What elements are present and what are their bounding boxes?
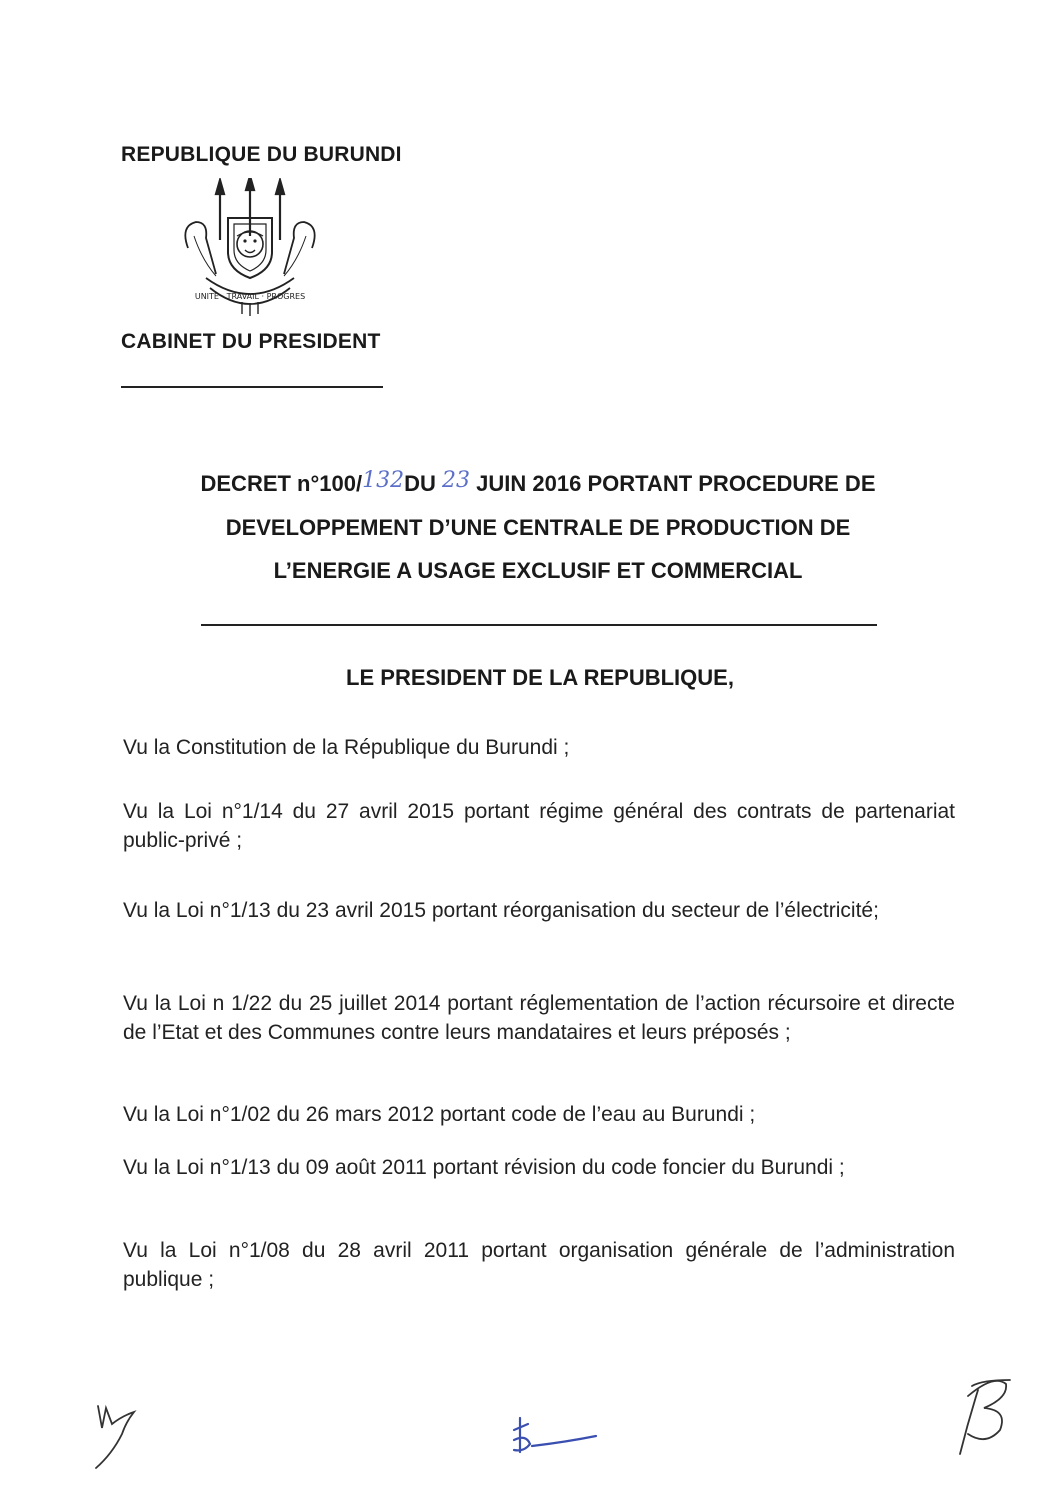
- decree-day-handwritten: 23: [442, 468, 471, 493]
- visa-paragraph: Vu la Loi n°1/14 du 27 avril 2015 portant régime général des contrats de partenariat public-privé ;: [123, 800, 955, 852]
- decree-title-line-1: [120, 462, 956, 506]
- visa-paragraph: Vu la Loi n°1/13 du 23 avril 2015 portant réorganisation du secteur de l’électricité;: [123, 899, 879, 922]
- initials-right-signature: [938, 1372, 1020, 1458]
- decree-title-line-3: L’ENERGIE A USAGE EXCLUSIF ET COMMERCIAL: [273, 558, 803, 583]
- visa-paragraph: Vu la Loi n°1/02 du 26 mars 2012 portant code de l’eau au Burundi ;: [123, 1103, 756, 1126]
- header-republic: REPUBLIQUE DU BURUNDI: [121, 143, 402, 166]
- decree-prefix: DECRET n°100/: [200, 471, 363, 496]
- initials-left-signature: [88, 1398, 152, 1472]
- decree-du: DU: [404, 471, 436, 496]
- decree-number-handwritten: 132: [362, 468, 405, 493]
- header-cabinet: CABINET DU PRESIDENT: [121, 330, 381, 353]
- burundi-coat-of-arms-icon: [176, 178, 324, 318]
- header-rule: [121, 386, 383, 388]
- emblem-motto: UNITE · TRAVAIL · PROGRES: [194, 292, 306, 301]
- visa-paragraph: Vu la Constitution de la République du Burundi ;: [123, 736, 570, 759]
- decree-line1-rest: JUIN 2016 PORTANT PROCEDURE DE: [476, 471, 876, 496]
- president-heading: LE PRESIDENT DE LA REPUBLIQUE,: [346, 665, 734, 690]
- decree-title: [120, 462, 956, 592]
- visa-paragraph: Vu la Loi n°1/13 du 09 août 2011 portant révision du code foncier du Burundi ;: [123, 1156, 845, 1179]
- visa-paragraph: Vu la Loi n°1/08 du 28 avril 2011 portant organisation générale de l’administration publique ;: [123, 1239, 955, 1291]
- initials-center-signature: [506, 1412, 606, 1462]
- visa-paragraph: Vu la Loi n 1/22 du 25 juillet 2014 portant réglementation de l’action récursoire et directe de l’Etat et des Communes contre leurs mandataires et leurs préposés ;: [123, 992, 955, 1044]
- title-rule: [201, 624, 877, 626]
- decree-title-line-2: DEVELOPPEMENT D’UNE CENTRALE DE PRODUCTION DE: [225, 515, 851, 540]
